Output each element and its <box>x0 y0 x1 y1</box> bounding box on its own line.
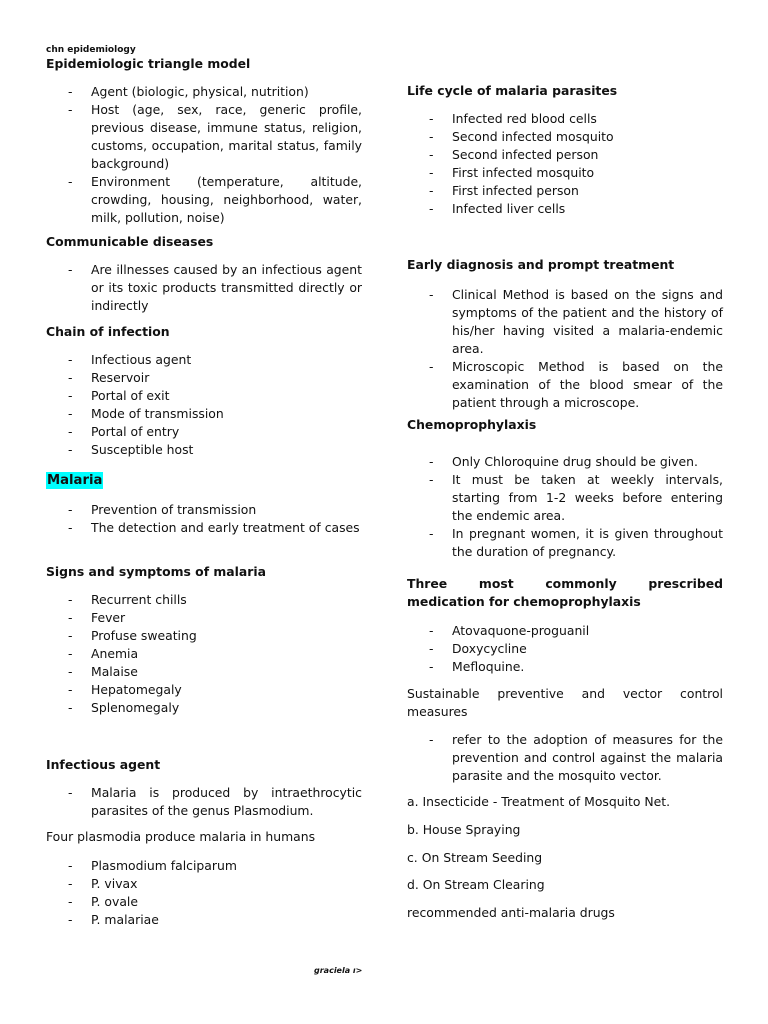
list-item: - Malaria is produced by intraethrocytic parasites of the genus Plasmodium. <box>46 784 362 820</box>
section-sustainable <box>407 685 723 785</box>
list-item: - Fever <box>46 609 362 627</box>
section-heading: medication for chemoprophylaxis <box>407 594 641 609</box>
list-item: - Agent (biologic, physical, nutrition) <box>46 83 362 101</box>
list-item: - Mode of transmission <box>46 405 362 423</box>
bullet-list <box>46 351 362 459</box>
list-item: - Portal of entry <box>46 423 362 441</box>
list-item: - First infected mosquito <box>407 164 723 182</box>
bullet-list <box>46 591 362 717</box>
list-item: - In pregnant women, it is given throughout the duration of pregnancy. <box>407 525 723 561</box>
list-item: - Susceptible host <box>46 441 362 459</box>
list-item: - Splenomegaly <box>46 699 362 717</box>
section-heading: Early diagnosis and prompt treatment <box>407 257 675 272</box>
list-item: - Atovaquone-proguanil <box>407 622 723 640</box>
list-item: - Mefloquine. <box>407 658 723 676</box>
footer-signature: graciela ı> <box>314 966 363 975</box>
bullet-list <box>407 622 723 676</box>
bullet-list <box>407 286 723 412</box>
list-item: - Portal of exit <box>46 387 362 405</box>
list-item: - Environment (temperature, altitude, crowding, housing, neighborhood, water, milk, pollution, noise) <box>46 173 362 227</box>
list-item: - Recurrent chills <box>46 591 362 609</box>
list-item: - Infected red blood cells <box>407 110 723 128</box>
list-item: - Reservoir <box>46 369 362 387</box>
bullet-list <box>46 261 362 315</box>
section-heading: Chemoprophylaxis <box>407 417 537 432</box>
section-heading <box>46 471 362 490</box>
measure-c: c. On Stream Seeding <box>407 850 543 865</box>
list-item: - Microscopic Method is based on the examination of the blood smear of the patient through a microscope. <box>407 358 723 412</box>
measure-b: b. House Spraying <box>407 822 521 837</box>
anti-malaria-drugs-text: recommended anti-malaria drugs <box>407 905 615 920</box>
section-heading: Life cycle of malaria parasites <box>407 83 618 98</box>
list-item: - refer to the adoption of measures for the prevention and control against the malaria parasite and the mosquito vector. <box>407 731 723 785</box>
list-item: - Clinical Method is based on the signs and symptoms of the patient and the history of his/her having visited a malaria-endemic area. <box>407 286 723 358</box>
bullet-list <box>46 784 362 820</box>
list-item: - Only Chloroquine drug should be given. <box>407 453 723 471</box>
paragraph: Four plasmodia produce malaria in humans <box>46 829 316 844</box>
list-item: - Infectious agent <box>46 351 362 369</box>
list-item: - Doxycycline <box>407 640 723 658</box>
measure-d: d. On Stream Clearing <box>407 877 545 892</box>
section-triangle <box>46 55 362 227</box>
section-heading: Chain of infection <box>46 324 170 339</box>
bullet-list <box>46 501 362 537</box>
section-chain <box>46 323 362 459</box>
measure-a: a. Insecticide - Treatment of Mosquito Net. <box>407 794 671 809</box>
list-item: - Profuse sweating <box>46 627 362 645</box>
section-heading: Communicable diseases <box>46 234 214 249</box>
section-lifecycle <box>407 82 723 218</box>
section-heading: Signs and symptoms of malaria <box>46 564 267 579</box>
section-heading: Three most commonly prescribed <box>407 576 723 591</box>
section-malaria <box>46 471 362 537</box>
list-item: - Infected liver cells <box>407 200 723 218</box>
list-item: - Anemia <box>46 645 362 663</box>
list-item: - Malaise <box>46 663 362 681</box>
bullet-list <box>407 110 723 218</box>
paragraph: Sustainable preventive and vector control measures <box>407 686 723 719</box>
bullet-list <box>407 731 723 785</box>
list-item: - It must be taken at weekly intervals, starting from 1-2 weeks before entering the endemic area. <box>407 471 723 525</box>
list-item: - Second infected mosquito <box>407 128 723 146</box>
bullet-list <box>407 453 723 561</box>
list-item: - Plasmodium falciparum <box>46 857 362 875</box>
list-item: - Hepatomegaly <box>46 681 362 699</box>
section-plasmodia <box>46 828 362 929</box>
list-item: - Are illnesses caused by an infectious agent or its toxic products transmitted directly or indirectly <box>46 261 362 315</box>
section-chemoprophylaxis <box>407 416 723 561</box>
document-label: chn epidemiology <box>46 45 136 55</box>
section-medication <box>407 575 723 676</box>
bullet-list <box>46 83 362 227</box>
section-heading: Epidemiologic triangle model <box>46 56 251 71</box>
list-item: - P. malariae <box>46 911 362 929</box>
section-diagnosis <box>407 256 723 412</box>
section-heading: Infectious agent <box>46 757 161 772</box>
list-item: - Host (age, sex, race, generic profile, previous disease, immune status, religion, customs, occupation, marital status, family background) <box>46 101 362 173</box>
bullet-list <box>46 857 362 929</box>
section-infectious-agent <box>46 756 362 820</box>
section-signs <box>46 563 362 717</box>
list-item: - Second infected person <box>407 146 723 164</box>
list-item: - P. vivax <box>46 875 362 893</box>
section-communicable <box>46 233 362 315</box>
list-item: - P. ovale <box>46 893 362 911</box>
highlighted-heading: Malaria <box>47 473 103 488</box>
list-item: - The detection and early treatment of cases <box>46 519 362 537</box>
list-item: - First infected person <box>407 182 723 200</box>
list-item: - Prevention of transmission <box>46 501 362 519</box>
